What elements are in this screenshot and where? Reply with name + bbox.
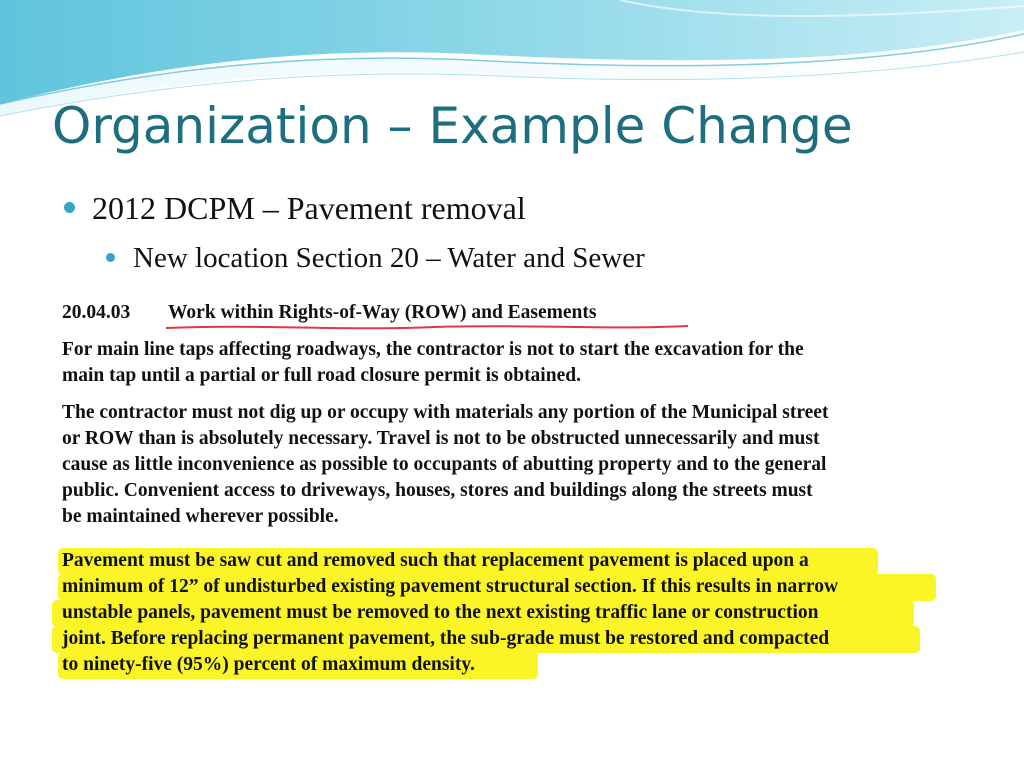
red-underline-annotation xyxy=(164,322,690,332)
paragraph-line: main tap until a partial or full road closure permit is obtained. xyxy=(62,365,581,386)
paragraph-line: be maintained wherever possible. xyxy=(62,506,339,527)
paragraph-line: For main line taps affecting roadways, the contractor is not to start the excavation for the xyxy=(62,339,804,360)
section-title: Work within Rights-of-Way (ROW) and Easements xyxy=(168,302,597,323)
paragraph-line: minimum of 12” of undisturbed existing pavement structural section. If this results in narrow xyxy=(62,576,839,597)
paragraph xyxy=(62,400,828,530)
slide-title: Organization – Example Change xyxy=(52,97,853,155)
paragraph-line: The contractor must not dig up or occupy with materials any portion of the Municipal street xyxy=(62,402,829,423)
highlighted-paragraph xyxy=(62,548,838,678)
bullet-text: 2012 DCPM – Pavement removal xyxy=(92,190,526,226)
bullet-dot-icon xyxy=(64,202,75,213)
paragraph-line: or ROW than is absolutely necessary. Travel is not to be obstructed unnecessarily and must xyxy=(62,428,820,449)
paragraph xyxy=(62,337,804,389)
paragraph-line: joint. Before replacing permanent pavement, the sub-grade must be restored and compacted xyxy=(62,628,830,649)
paragraph-line: Pavement must be saw cut and removed such that replacement pavement is placed upon a xyxy=(62,550,809,571)
document-excerpt xyxy=(54,290,954,688)
paragraph-line: to ninety-five (95%) percent of maximum density. xyxy=(62,654,475,675)
bullet-dot-icon xyxy=(106,253,115,262)
paragraph-line: public. Convenient access to driveways, houses, stores and buildings along the streets must xyxy=(62,480,813,501)
paragraph-line: cause as little inconvenience as possible to occupants of abutting property and to the general xyxy=(62,454,827,475)
section-number: 20.04.03 xyxy=(62,302,131,323)
bullet-text: New location Section 20 – Water and Sewer xyxy=(133,242,645,274)
paragraph-line: unstable panels, pavement must be removed to the next existing traffic lane or construction xyxy=(62,602,819,623)
